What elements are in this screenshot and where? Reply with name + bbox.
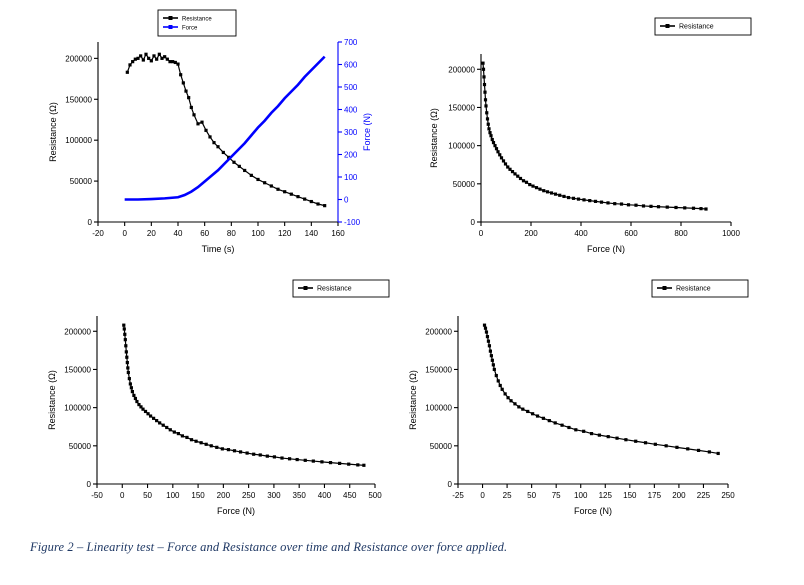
svg-text:300: 300 bbox=[344, 128, 358, 137]
svg-text:0: 0 bbox=[447, 480, 452, 489]
svg-text:450: 450 bbox=[343, 491, 357, 500]
svg-text:150000: 150000 bbox=[65, 95, 92, 105]
svg-text:150: 150 bbox=[623, 491, 637, 500]
svg-text:Force (N): Force (N) bbox=[217, 506, 255, 516]
svg-text:150000: 150000 bbox=[448, 103, 475, 113]
svg-text:600: 600 bbox=[344, 60, 358, 70]
svg-text:100000: 100000 bbox=[448, 141, 475, 151]
svg-text:1000: 1000 bbox=[722, 229, 740, 238]
svg-text:100000: 100000 bbox=[425, 403, 452, 413]
svg-text:140: 140 bbox=[304, 229, 319, 238]
svg-text:175: 175 bbox=[647, 491, 662, 500]
panel-2-svg bbox=[415, 14, 775, 270]
svg-text:Resistance: Resistance bbox=[182, 16, 212, 23]
svg-text:40: 40 bbox=[173, 229, 183, 238]
svg-text:50000: 50000 bbox=[452, 179, 475, 189]
panel-3-svg bbox=[45, 278, 395, 530]
chart-panel-resistance-force-over-time bbox=[30, 8, 390, 270]
svg-text:200: 200 bbox=[524, 229, 538, 238]
svg-text:300: 300 bbox=[267, 491, 281, 500]
svg-text:400: 400 bbox=[317, 491, 332, 500]
svg-text:600: 600 bbox=[624, 229, 638, 238]
chart-panel-resistance-vs-force-1000n bbox=[415, 14, 775, 270]
chart-panel-resistance-vs-force-500n bbox=[45, 278, 395, 530]
svg-text:400: 400 bbox=[574, 229, 588, 238]
svg-text:Force (N): Force (N) bbox=[574, 506, 612, 516]
svg-text:225: 225 bbox=[696, 491, 711, 500]
svg-text:Time (s): Time (s) bbox=[201, 244, 235, 254]
svg-text:150: 150 bbox=[191, 491, 205, 500]
svg-text:-100: -100 bbox=[344, 218, 361, 227]
svg-text:350: 350 bbox=[292, 491, 306, 500]
svg-text:Force: Force bbox=[182, 25, 198, 32]
panel-1-svg bbox=[30, 8, 390, 270]
svg-text:100: 100 bbox=[574, 491, 588, 500]
svg-text:50: 50 bbox=[527, 491, 537, 500]
svg-text:150000: 150000 bbox=[64, 365, 91, 375]
svg-text:120: 120 bbox=[277, 229, 292, 238]
svg-text:Force (N): Force (N) bbox=[362, 113, 372, 151]
svg-text:80: 80 bbox=[226, 229, 236, 238]
svg-text:0: 0 bbox=[87, 218, 92, 227]
svg-text:100: 100 bbox=[166, 491, 180, 500]
svg-text:100: 100 bbox=[344, 173, 358, 182]
svg-text:50000: 50000 bbox=[429, 441, 452, 451]
svg-text:-25: -25 bbox=[452, 491, 464, 500]
svg-text:200000: 200000 bbox=[64, 327, 91, 337]
svg-text:250: 250 bbox=[721, 491, 735, 500]
svg-text:Resistance: Resistance bbox=[676, 285, 711, 293]
svg-text:500: 500 bbox=[344, 83, 358, 92]
svg-text:75: 75 bbox=[551, 491, 561, 500]
svg-text:Resistance (Ω): Resistance (Ω) bbox=[429, 108, 439, 168]
svg-text:200: 200 bbox=[672, 491, 686, 500]
svg-text:150000: 150000 bbox=[425, 365, 452, 375]
svg-text:Resistance (Ω): Resistance (Ω) bbox=[47, 370, 57, 430]
svg-text:50000: 50000 bbox=[69, 177, 92, 187]
svg-text:700: 700 bbox=[344, 38, 358, 47]
svg-text:25: 25 bbox=[502, 491, 512, 500]
svg-text:50000: 50000 bbox=[68, 441, 91, 451]
svg-text:125: 125 bbox=[598, 491, 612, 500]
svg-text:200000: 200000 bbox=[448, 65, 475, 75]
svg-text:500: 500 bbox=[368, 491, 382, 500]
svg-text:0: 0 bbox=[122, 229, 127, 238]
svg-text:20: 20 bbox=[146, 229, 156, 238]
svg-text:50: 50 bbox=[143, 491, 152, 500]
svg-text:0: 0 bbox=[120, 491, 125, 500]
svg-text:200000: 200000 bbox=[425, 327, 452, 337]
svg-text:800: 800 bbox=[674, 229, 688, 238]
svg-text:Resistance (Ω): Resistance (Ω) bbox=[48, 102, 58, 162]
svg-text:400: 400 bbox=[344, 105, 358, 115]
svg-text:Resistance: Resistance bbox=[679, 23, 714, 31]
svg-text:0: 0 bbox=[478, 229, 484, 238]
svg-text:0: 0 bbox=[86, 480, 91, 489]
svg-text:200: 200 bbox=[344, 150, 358, 160]
svg-text:200000: 200000 bbox=[65, 54, 92, 64]
svg-text:250: 250 bbox=[241, 491, 256, 500]
svg-text:Resistance (Ω): Resistance (Ω) bbox=[408, 370, 418, 430]
svg-text:0: 0 bbox=[480, 491, 485, 500]
figure-caption: Figure 2 – Linearity test – Force and Resistance over time and Resistance over force applied. bbox=[30, 540, 508, 554]
chart-panel-resistance-vs-force-250n bbox=[400, 278, 760, 530]
svg-text:Force (N): Force (N) bbox=[587, 244, 625, 254]
svg-text:100: 100 bbox=[251, 229, 265, 238]
svg-text:Resistance: Resistance bbox=[317, 285, 352, 293]
svg-text:100000: 100000 bbox=[64, 403, 91, 413]
svg-text:0: 0 bbox=[470, 218, 475, 227]
svg-text:160: 160 bbox=[331, 229, 345, 238]
svg-text:60: 60 bbox=[200, 229, 210, 238]
svg-text:-20: -20 bbox=[92, 229, 104, 238]
svg-text:200: 200 bbox=[216, 491, 231, 500]
svg-text:100000: 100000 bbox=[65, 136, 92, 146]
svg-text:-50: -50 bbox=[91, 491, 103, 500]
svg-text:0: 0 bbox=[344, 195, 349, 205]
panel-4-svg bbox=[400, 278, 760, 530]
